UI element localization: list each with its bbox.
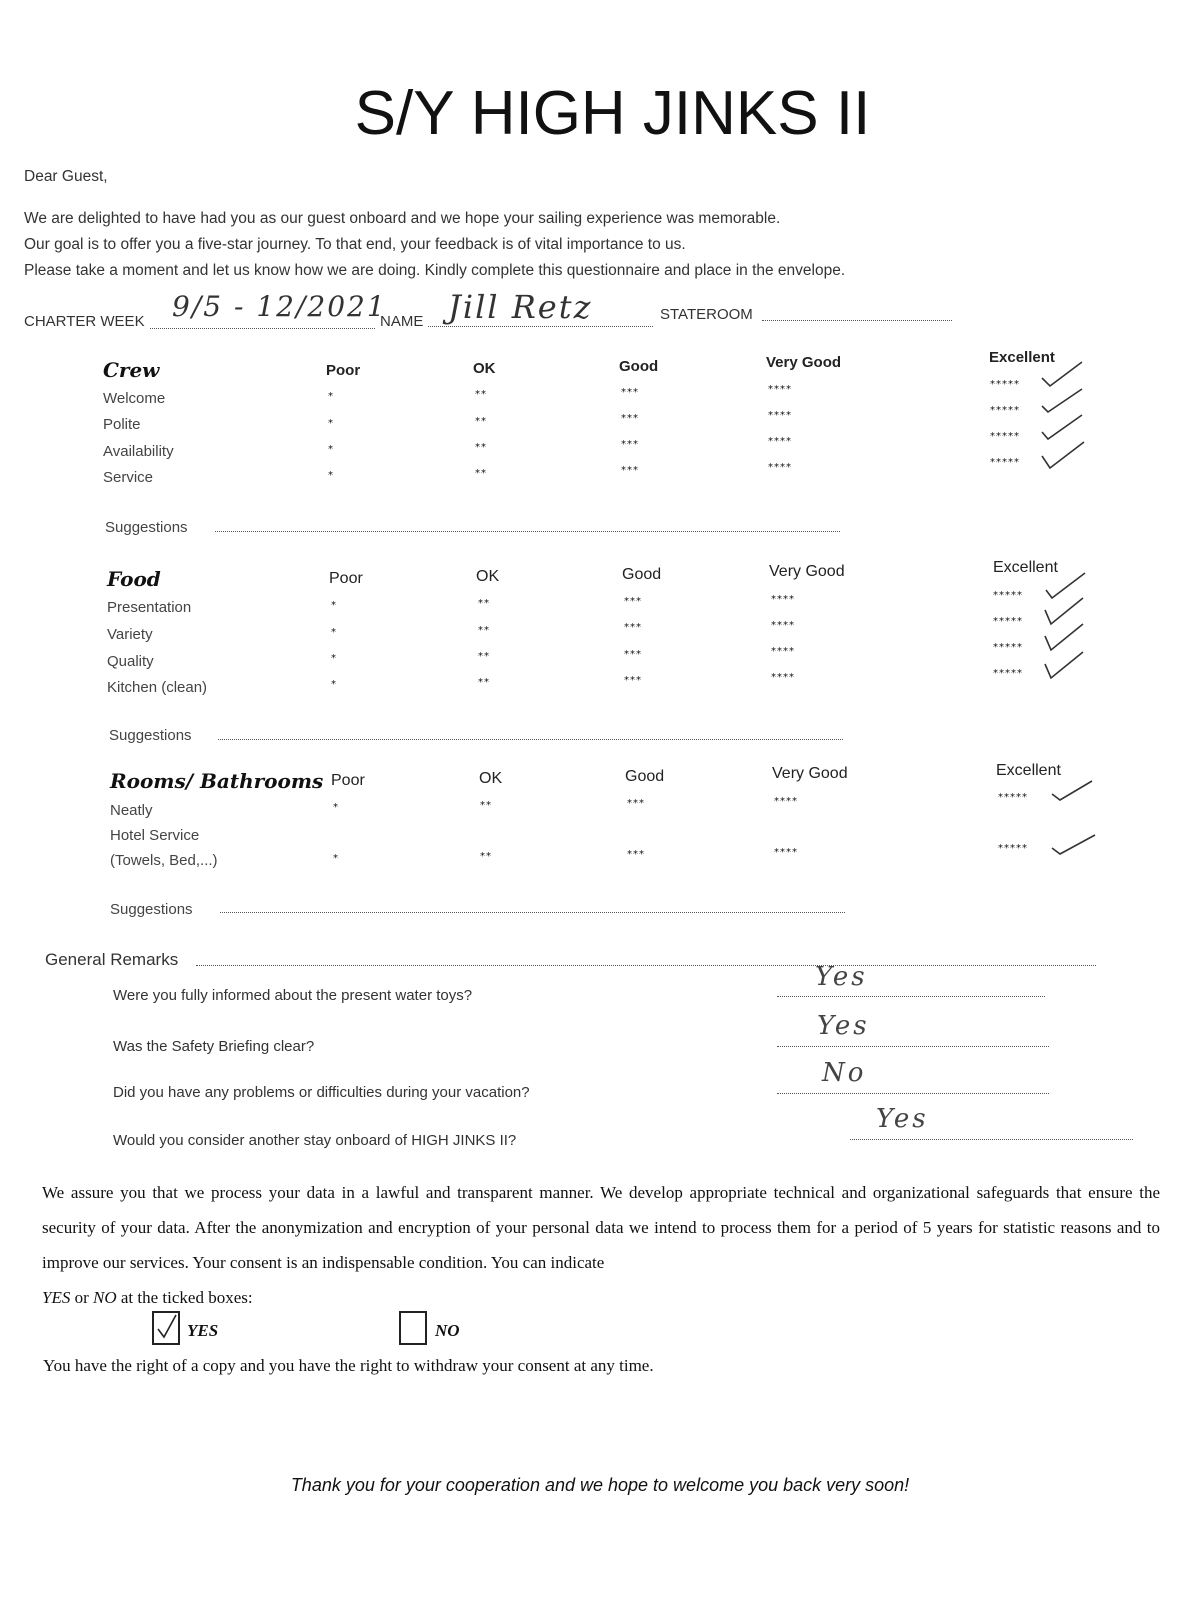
crew-header-good: Good	[619, 358, 659, 375]
name-line	[428, 326, 653, 327]
star-3[interactable]: ***	[624, 596, 642, 607]
checkmark-icon	[1050, 778, 1095, 806]
star-3[interactable]: ***	[624, 649, 642, 660]
form-title: S/Y HIGH JINKS II	[354, 79, 871, 148]
star-3[interactable]: ***	[624, 622, 642, 633]
star-4[interactable]: ****	[771, 620, 795, 631]
star-4[interactable]: ****	[771, 646, 795, 657]
star-3[interactable]: ***	[621, 439, 639, 450]
answer-line[interactable]	[777, 996, 1045, 997]
food-section-title: Food	[107, 567, 161, 591]
star-3[interactable]: ***	[621, 387, 639, 398]
crew-section-title: Crew	[103, 358, 160, 382]
star-1[interactable]: *	[331, 600, 337, 611]
star-2[interactable]: **	[480, 851, 492, 862]
rooms-header-poor: Poor	[331, 772, 365, 789]
crew-suggestions-label: Suggestions	[105, 519, 188, 536]
crew-header-poor: Poor	[326, 362, 361, 379]
star-5[interactable]: *****	[993, 590, 1023, 601]
checkmark-icon	[1040, 358, 1085, 388]
intro-line-1: We are delighted to have had you as our guest onboard and we hope your sailing experience was memorable.	[24, 210, 781, 227]
crew-item-service: Service	[103, 469, 154, 486]
privacy-no-word: NO	[93, 1288, 117, 1307]
charter-week-label: CHARTER WEEK	[24, 313, 145, 330]
checkmark-icon	[1040, 440, 1085, 470]
food-header-ok: OK	[476, 568, 500, 585]
star-5[interactable]: *****	[990, 431, 1020, 442]
closing-note: Thank you for your cooperation and we hope to welcome you back very soon!	[290, 1475, 910, 1495]
star-2[interactable]: **	[475, 442, 487, 453]
stateroom-line[interactable]	[762, 320, 952, 321]
rooms-header-ok: OK	[479, 770, 503, 787]
privacy-or-word: or	[74, 1288, 89, 1307]
crew-header-excellent: Excellent	[989, 349, 1055, 366]
yes-checkbox-label: YES	[187, 1321, 219, 1340]
star-1[interactable]: *	[331, 679, 337, 690]
food-header-poor: Poor	[329, 570, 363, 587]
answer-another-stay[interactable]: Yes	[876, 1104, 929, 1134]
star-1[interactable]: *	[328, 418, 334, 429]
rooms-header-very-good: Very Good	[772, 765, 848, 782]
star-4[interactable]: ****	[768, 384, 792, 395]
charter-week-line	[150, 328, 375, 329]
crew-item-availability: Availability	[103, 443, 174, 460]
star-1[interactable]: *	[333, 853, 339, 864]
star-3[interactable]: ***	[621, 465, 639, 476]
checkmark-icon	[154, 1313, 178, 1343]
rooms-item-neatly: Neatly	[110, 802, 153, 819]
star-4[interactable]: ****	[771, 594, 795, 605]
star-3[interactable]: ***	[627, 849, 645, 860]
star-3[interactable]: ***	[621, 413, 639, 424]
checkmark-icon	[1040, 412, 1085, 442]
star-5[interactable]: *****	[993, 616, 1023, 627]
food-item-kitchen: Kitchen (clean)	[107, 679, 208, 696]
answer-line[interactable]	[777, 1046, 1049, 1047]
rooms-suggestions-label: Suggestions	[110, 901, 193, 918]
star-1[interactable]: *	[328, 444, 334, 455]
food-header-very-good: Very Good	[769, 563, 845, 580]
star-5[interactable]: *****	[998, 843, 1028, 854]
star-1[interactable]: *	[328, 470, 334, 481]
question-another-stay: Would you consider another stay onboard of HIGH JINKS II?	[113, 1132, 517, 1149]
intro-line-3: Please take a moment and let us know how we are doing. Kindly complete this questionnaire and place in the envelope.	[24, 262, 846, 279]
answer-water-toys[interactable]: Yes	[815, 962, 868, 992]
no-checkbox[interactable]	[399, 1311, 427, 1345]
star-5[interactable]: *****	[990, 379, 1020, 390]
general-remarks-label: General Remarks	[45, 950, 179, 969]
star-2[interactable]: **	[478, 598, 490, 609]
star-2[interactable]: **	[475, 389, 487, 400]
star-2[interactable]: **	[478, 625, 490, 636]
answer-problems[interactable]: No	[822, 1058, 867, 1088]
star-2[interactable]: **	[480, 800, 492, 811]
yes-checkbox[interactable]	[152, 1311, 180, 1345]
rooms-header-good: Good	[625, 768, 665, 785]
star-4[interactable]: ****	[768, 410, 792, 421]
star-2[interactable]: **	[478, 651, 490, 662]
greeting: Dear Guest,	[24, 168, 108, 185]
question-water-toys: Were you fully informed about the present water toys?	[113, 987, 473, 1004]
stateroom-label: STATEROOM	[660, 306, 753, 323]
food-suggestions-line[interactable]	[218, 739, 843, 740]
star-1[interactable]: *	[331, 627, 337, 638]
checkmark-icon	[1043, 650, 1088, 682]
no-checkbox-label: NO	[435, 1321, 460, 1340]
star-5[interactable]: *****	[993, 668, 1023, 679]
star-4[interactable]: ****	[768, 436, 792, 447]
star-3[interactable]: ***	[627, 798, 645, 809]
star-1[interactable]: *	[331, 653, 337, 664]
food-item-variety: Variety	[107, 626, 153, 643]
name-value[interactable]: Jill Retz	[448, 288, 593, 326]
answer-line[interactable]	[850, 1139, 1133, 1140]
food-item-quality: Quality	[107, 653, 154, 670]
star-4[interactable]: ****	[771, 672, 795, 683]
star-1[interactable]: *	[328, 391, 334, 402]
rooms-item-hotel-service: Hotel Service	[110, 827, 200, 844]
privacy-text: We assure you that we process your data in a lawful and transparent manner. We develop appropriate technical and organizational safeguards that ensure the security of your data. After the anonymization and encryption of your personal data we intend to process them for a period of 5 years for statistic reasons and to improve our services. Your consent is an indispensable condition. You can indicate	[42, 1183, 1160, 1272]
star-1[interactable]: *	[333, 802, 339, 813]
crew-item-polite: Polite	[103, 416, 141, 433]
rooms-header-excellent: Excellent	[996, 762, 1061, 779]
star-4[interactable]: ****	[774, 796, 798, 807]
star-5[interactable]: *****	[993, 642, 1023, 653]
charter-week-value[interactable]: 9/5 - 12/2021	[172, 290, 387, 323]
star-5[interactable]: *****	[990, 457, 1020, 468]
food-header-excellent: Excellent	[993, 559, 1058, 576]
privacy-tail: at the ticked boxes:	[120, 1288, 253, 1307]
crew-header-ok: OK	[473, 360, 496, 377]
privacy-statement	[42, 1175, 1160, 1315]
star-2[interactable]: **	[475, 468, 487, 479]
answer-safety-briefing[interactable]: Yes	[817, 1011, 870, 1041]
general-remarks-line[interactable]	[196, 965, 1096, 966]
rooms-item-towels-bed: (Towels, Bed,...)	[110, 852, 218, 869]
star-3[interactable]: ***	[624, 675, 642, 686]
star-2[interactable]: **	[478, 677, 490, 688]
question-safety-briefing: Was the Safety Briefing clear?	[113, 1038, 315, 1055]
intro-line-2: Our goal is to offer you a five-star journey. To that end, your feedback is of vital importance to us.	[24, 236, 686, 253]
star-4[interactable]: ****	[774, 847, 798, 858]
star-5[interactable]: *****	[990, 405, 1020, 416]
crew-suggestions-line[interactable]	[215, 531, 840, 532]
answer-line[interactable]	[777, 1093, 1049, 1094]
crew-header-very-good: Very Good	[766, 354, 842, 371]
food-header-good: Good	[622, 566, 662, 583]
food-item-presentation: Presentation	[107, 599, 192, 616]
consent-rights: You have the right of a copy and you have the right to withdraw your consent at any time.	[43, 1356, 654, 1375]
rooms-suggestions-line[interactable]	[220, 912, 845, 913]
food-suggestions-label: Suggestions	[109, 727, 192, 744]
rooms-section-title: Rooms/ Bathrooms	[110, 769, 324, 793]
star-2[interactable]: **	[475, 416, 487, 427]
crew-item-welcome: Welcome	[103, 390, 166, 407]
checkmark-icon	[1050, 832, 1098, 860]
question-problems: Did you have any problems or difficulties during your vacation?	[113, 1084, 530, 1101]
name-label: NAME	[380, 313, 424, 330]
privacy-yes-word: YES	[42, 1288, 71, 1307]
star-4[interactable]: ****	[768, 462, 792, 473]
star-5[interactable]: *****	[998, 792, 1028, 803]
